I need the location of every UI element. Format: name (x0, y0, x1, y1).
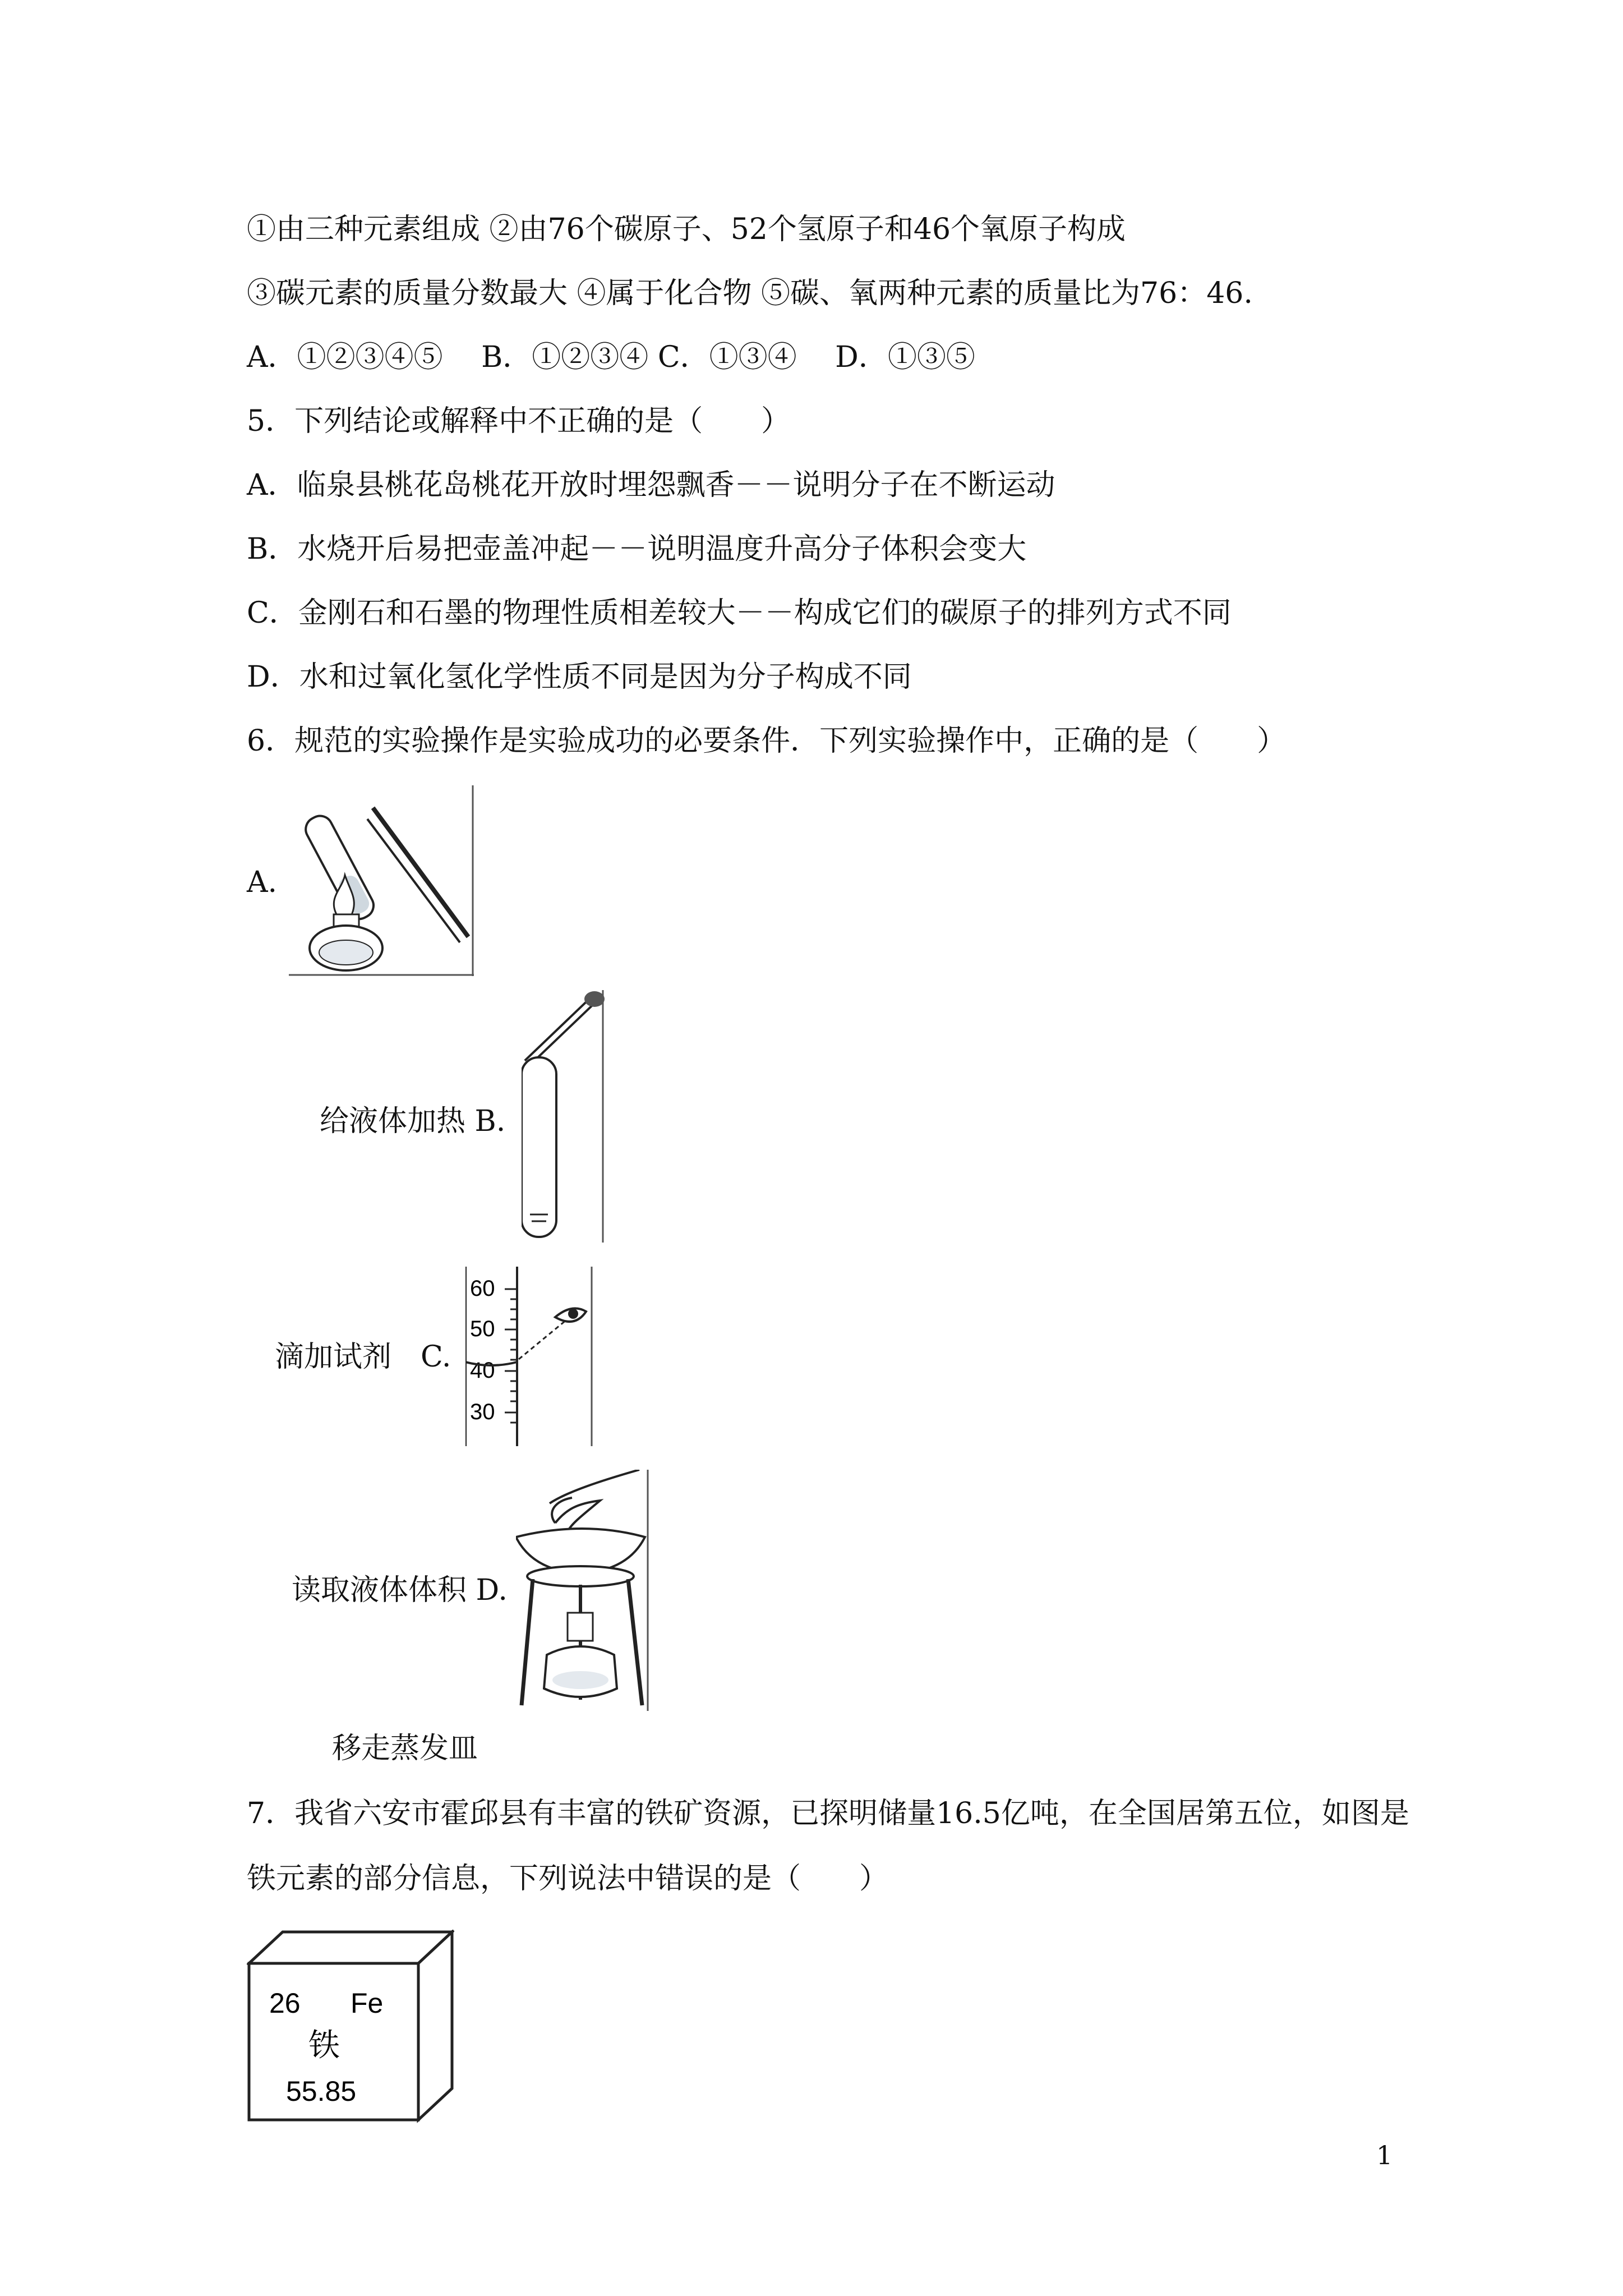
atomic-number: 26 (269, 1987, 301, 2019)
q6-stem: 6．规范的实验操作是实验成功的必要条件．下列实验操作中，正确的是（ ） (247, 724, 1287, 758)
q6-caption-b: 给液体加热 B. (320, 1105, 506, 1138)
q6-caption-c: 滴加试剂 C. (275, 1340, 451, 1374)
q5-option-c: C．金刚石和石墨的物理性质相差较大－－构成它们的碳原子的排列方式不同 (247, 596, 1232, 630)
q5-option-d: D．水和过氧化氢化学性质不同是因为分子构成不同 (247, 660, 912, 694)
graduated-cylinder-figure (465, 1267, 594, 1446)
q4-options: A．①②③④⑤ B．①②③④ C．①③④ D．①③⑤ (247, 341, 975, 374)
q5-option-b: B．水烧开后易把壶盖冲起－－说明温度升高分子体积会变大 (247, 532, 1027, 566)
q4-statement-2: ③碳元素的质量分数最大 ④属于化合物 ⑤碳、氧两种元素的质量比为76：46. (247, 277, 1253, 310)
element-name: 铁 (308, 2027, 340, 2064)
tick-label-50: 50 (470, 1317, 495, 1341)
q5-stem: 5．下列结论或解释中不正确的是（ ） (247, 404, 791, 438)
tick-label-40: 40 (470, 1358, 495, 1383)
q7-stem-line-1: 7．我省六安市霍邱县有丰富的铁矿资源，已探明储量16.5亿吨，在全国居第五位，如图是 (247, 1797, 1409, 1830)
tick-label-30: 30 (470, 1400, 495, 1424)
iron-element-card (247, 1930, 454, 2123)
q6-option-a-label: A. (247, 866, 278, 899)
page-number: 1 (1376, 2140, 1393, 2170)
q4-statement-1: ①由三种元素组成 ②由76个碳原子、52个氢原子和46个氧原子构成 (247, 213, 1126, 246)
q7-stem-line-2: 铁元素的部分信息，下列说法中错误的是（ ） (247, 1862, 889, 1895)
q5-option-a: A．临泉县桃花岛桃花开放时埋怨飘香－－说明分子在不断运动 (247, 468, 1055, 502)
q6-caption-e: 移走蒸发皿 (332, 1732, 478, 1765)
element-symbol: Fe (351, 1987, 384, 2019)
heating-liquid-figure (289, 785, 474, 976)
atomic-mass: 55.85 (286, 2076, 357, 2107)
tick-label-60: 60 (470, 1276, 495, 1301)
evaporating-dish-figure (516, 1470, 651, 1711)
dropper-figure (522, 990, 606, 1243)
q6-caption-d: 读取液体体积 D. (292, 1573, 508, 1607)
